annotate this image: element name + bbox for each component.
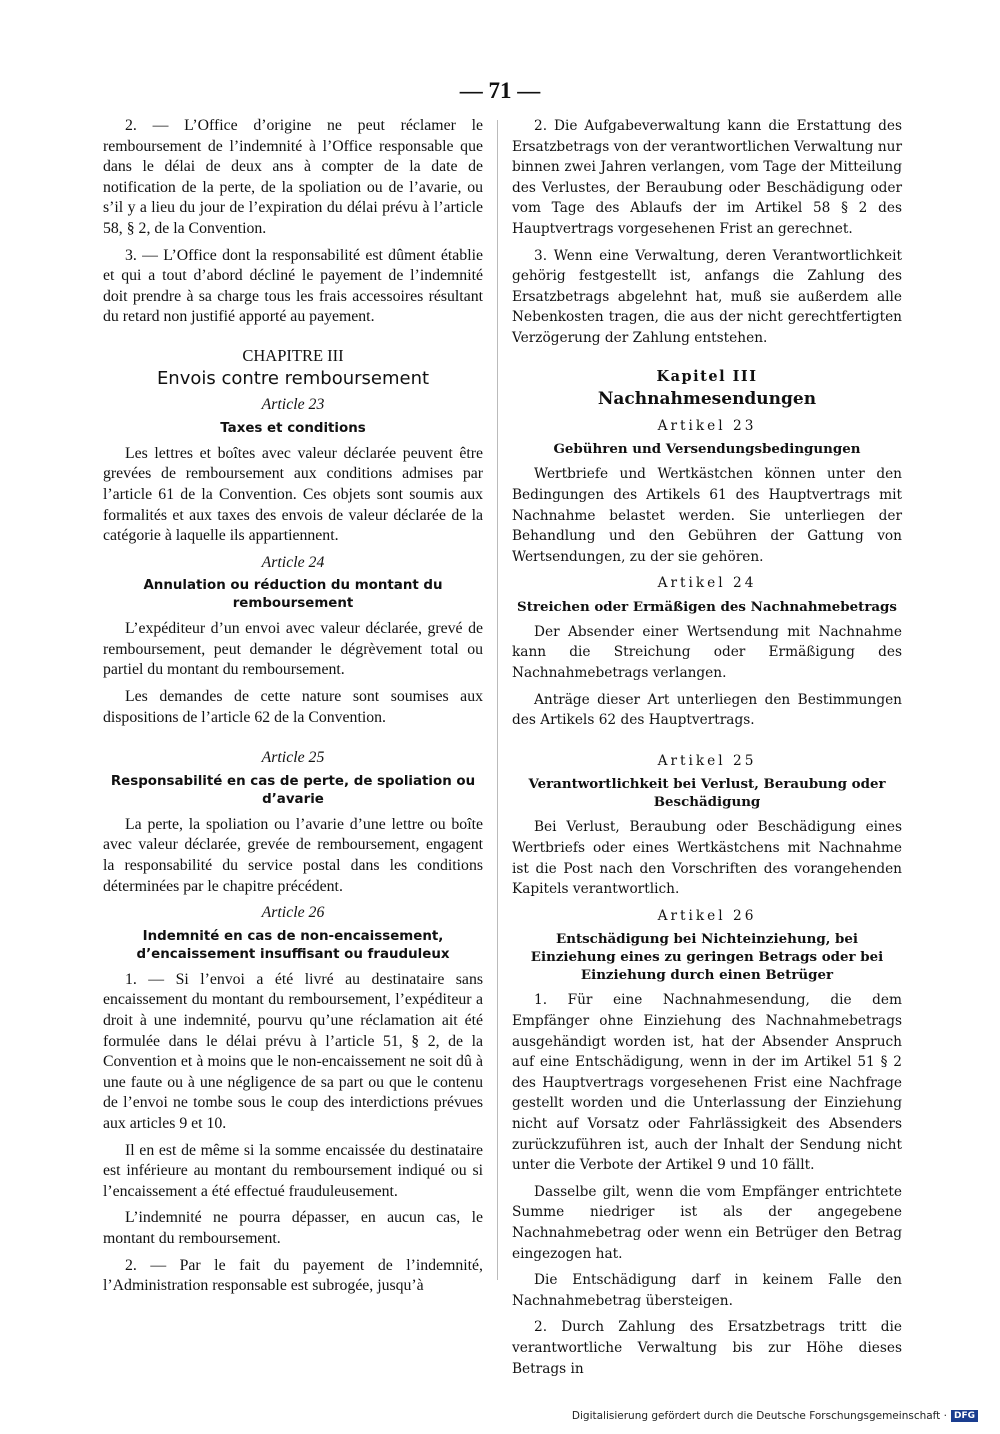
paragraph: 2. Die Aufgabeverwaltung kann die Erstattung des Ersatzbetrags von der verantwortlichen Verwaltung nur binnen zwei Jahren verlangen, vom Tage der Mitteilung des Verlustes, der Beraubung oder Beschädigung oder vom Tage des Ablaufs der im Artikel 58 § 2 des Hauptvertrags vorgesehenen Frist an gerechnet.: [512, 118, 902, 237]
footer-text: Digitalisierung gefördert durch die Deutsche Forschungsgemeinschaft ·: [571, 1410, 947, 1422]
french-column: [103, 116, 483, 1303]
article-label: Article 26: [261, 904, 325, 922]
paragraph: Bei Verlust, Beraubung oder Beschädigung eines Wertbriefs oder eines Wertkästchens mit Nachnahme ist die Post nach den Vorschriften des vorangehenden Kapitels verantwortlich.: [512, 819, 902, 898]
article-label: Article 23: [261, 396, 325, 414]
paragraph: 3. Wenn eine Verwaltung, deren Verantwortlichkeit gehörig festgestellt ist, anfangs die Zahlung des Ersatzbetrags abgelehnt hat, muß sie außerdem alle Nebenkosten tragen, die aus der nicht gerechtfertigten Verzögerung der Zahlung entstehen.: [512, 247, 902, 346]
chapter-label: Kapitel III: [656, 367, 758, 385]
article-heading: Responsabilité en cas de perte, de spoliation ou d’avarie: [110, 773, 476, 807]
article-label: Artikel 26: [657, 907, 757, 924]
paragraph: Wertbriefe und Wertkästchen können unter den Bedingungen des Artikels 61 des Hauptvertrags mit Nachnahme belastet werden. Sie unterliegen der Behandlung und den Gebühren der Gattung von Wertsendungen, zu der sie gehören.: [512, 466, 902, 565]
article-heading: Verantwortlichkeit bei Verlust, Beraubung oder Beschädigung: [528, 776, 886, 811]
article-heading: Streichen oder Ermäßigen des Nachnahmebetrags: [517, 598, 897, 615]
article-heading: Taxes et conditions: [220, 420, 366, 436]
paragraph: 1. Für eine Nachnahmesendung, die dem Empfänger ohne Einziehung des Nachnahmebetrags ausgehändigt worden ist, hat der Absender Anspruch auf eine Entschädigung, wenn in der im Artikel 51 § 2 des Hauptvertrags vorgesehenen Frist eine Nachfrage gestellt worden und die Unterlassung der Einziehung nicht auf Vorsatz oder Fahrlässigkeit des Absenders zurückzuführen ist, auch der Inhalt der Sendung nicht unter die Verbote der Artikel 9 und 10 fällt.: [512, 992, 902, 1174]
paragraph: 2. — L’Office d’origine ne peut réclamer le remboursement de l’indemnité à l’Office responsable que dans le délai de deux ans à compter de la date de notification de la perte, de la spoliation ou de l’avarie, ou s’il y a lieu du jour de l’expiration du délai prévu à l’article 58, § 2, de la Convention.: [103, 117, 483, 237]
paragraph: Der Absender einer Wertsendung mit Nachnahme kann die Streichung oder Ermäßigung des Nachnahmebetrags verlangen.: [512, 623, 902, 682]
page-number: — 71 —: [459, 78, 541, 103]
article-label: Artikel 24: [657, 575, 757, 592]
paragraph: Anträge dieser Art unterliegen den Bestimmungen des Artikels 62 des Hauptvertrags.: [512, 691, 902, 729]
column-divider: [497, 120, 498, 1280]
paragraph: L’expéditeur d’un envoi avec valeur déclarée, grevé de remboursement, peut demander le dégrèvement total ou partiel du montant du remboursement.: [103, 620, 483, 679]
chapter-title: Envois contre remboursement: [156, 367, 430, 389]
paragraph: 2. Durch Zahlung des Ersatzbetrags tritt die verantwortliche Verwaltung bis zur Höhe dieses Betrags in: [512, 1319, 902, 1377]
german-column: [512, 116, 902, 1385]
paragraph: Die Entschädigung darf in keinem Falle den Nachnahmebetrag übersteigen.: [512, 1272, 902, 1309]
article-label: Artikel 23: [657, 417, 757, 434]
paragraph: Les lettres et boîtes avec valeur déclarée peuvent être grevées de remboursement aux conditions admises par l’article 61 de la Convention. Ces objets sont soumis aux formalités et aux taxes des envois de valeur déclarée de la catégorie à laquelle ils appartiennent.: [103, 444, 483, 545]
paragraph: Les demandes de cette nature sont soumises aux dispositions de l’article 62 de la Convention.: [103, 688, 483, 726]
chapter-label: CHAPITRE III: [242, 345, 344, 365]
paragraph: 3. — L’Office dont la responsabilité est dûment établie et qui a tout d’abord décliné le payement de l’indemnité doit prendre à sa charge tous les frais accessoires résultant du retard non justifié apporté au payement.: [103, 246, 483, 326]
article-heading: Gebühren und Versendungsbedingungen: [553, 441, 861, 458]
article-label: Article 24: [261, 553, 325, 571]
paragraph: Il en est de même si la somme encaissée du destinataire est inférieure au montant du remboursement indiqué ou si l’encaissement a été effectué frauduleusement.: [103, 1141, 483, 1200]
chapter-title: Nachnahmesendungen: [597, 389, 817, 410]
article-label: Artikel 25: [657, 752, 757, 769]
article-heading: Entschädigung bei Nichteinziehung, bei Einziehung eines zu geringen Betrags oder bei Einziehung durch einen Betrüger: [530, 931, 884, 984]
paragraph: 2. — Par le fait du payement de l’indemnité, l’Administration responsable est subrogée, jusqu’à: [103, 1256, 483, 1295]
digitization-footer: [572, 1410, 978, 1422]
paragraph: 1. — Si l’envoi a été livré au destinataire sans encaissement du montant du remboursement, l’expéditeur a droit à une indemnité, pourvu qu’une réclamation ait été formulée dans le délai prévu à l’article 51, § 2, de la Convention et à moins que le non-encaissement ne soit dû à une faute ou à une négligence de sa part ou que le contenu de l’envoi ne tombe sous le coup des interdictions prévues aux articles 9 et 10.: [103, 970, 483, 1132]
paragraph: L’indemnité ne pourra dépasser, en aucun cas, le montant du remboursement.: [103, 1209, 483, 1247]
paragraph: La perte, la spoliation ou l’avarie d’une lettre ou boîte avec valeur déclarée, grevée de remboursement, engagent la responsabilité du service postal dans les conditions déterminées par le chapitre précédent.: [103, 815, 483, 895]
article-heading: Indemnité en cas de non-encaissement, d’encaissement insuffisant ou frauduleux: [136, 928, 450, 962]
article-label: Article 25: [261, 749, 325, 767]
paragraph: Dasselbe gilt, wenn die vom Empfänger entrichtete Summe niedriger ist als der angegebene Nachnahmebetrag oder wenn ein Betrüger den Betrag eingezogen hat.: [512, 1183, 902, 1262]
article-heading: Annulation ou réduction du montant du remboursement: [143, 578, 443, 612]
dfg-logo: DFG: [951, 1410, 978, 1422]
